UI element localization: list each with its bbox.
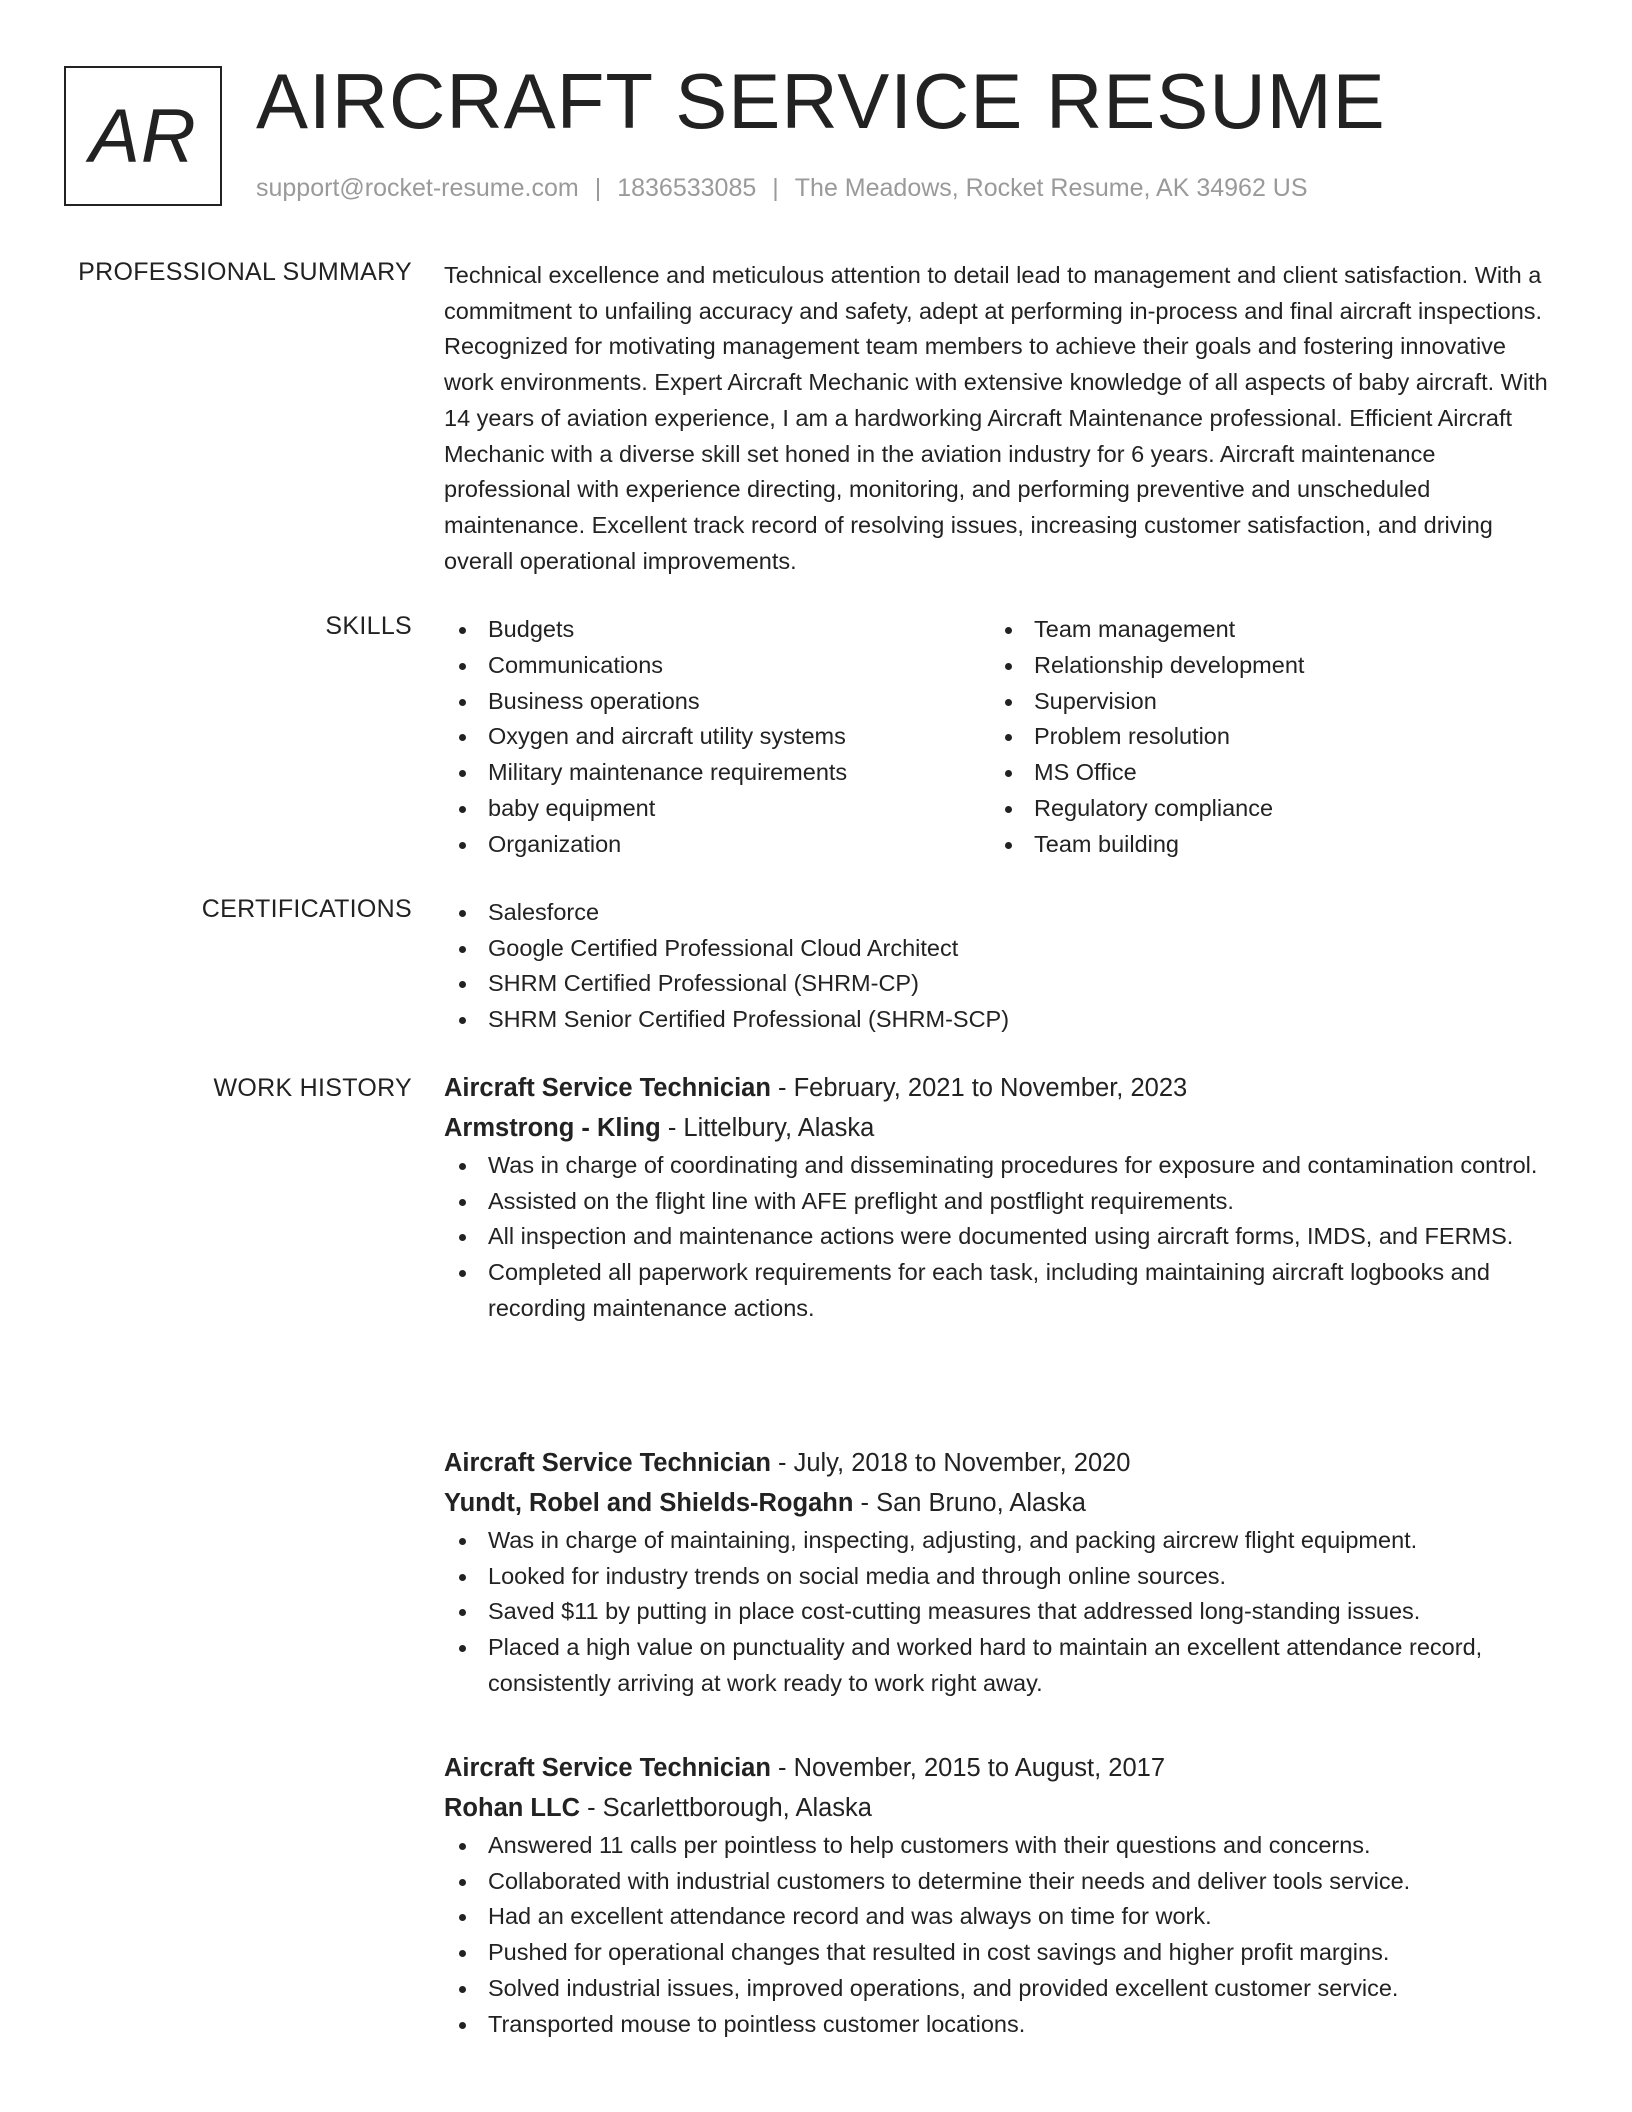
skill-item: Problem resolution xyxy=(990,719,1536,755)
job-duty: Transported mouse to pointless customer locations. xyxy=(444,2007,1554,2043)
job-duties-list xyxy=(444,1148,1554,1327)
job-duty: Collaborated with industrial customers to determine their needs and deliver tools service. xyxy=(444,1864,1554,1900)
job-company: Armstrong - Kling xyxy=(444,1114,661,1142)
job-duty: All inspection and maintenance actions were documented using aircraft forms, IMDS, and FERMS. xyxy=(444,1219,1554,1255)
skills-list-right xyxy=(990,612,1536,863)
job-company: Rohan LLC xyxy=(444,1794,580,1822)
job-entry xyxy=(444,1748,1554,2042)
skills-heading: SKILLS xyxy=(325,612,412,640)
skill-item: Team management xyxy=(990,612,1536,648)
contact-phone[interactable]: 1836533085 xyxy=(617,174,757,202)
skill-item: Regulatory compliance xyxy=(990,791,1536,827)
certification-item: SHRM Certified Professional (SHRM-CP) xyxy=(444,966,1554,1002)
job-title-line xyxy=(444,1443,1554,1483)
job-role: Aircraft Service Technician xyxy=(444,1074,771,1102)
certifications-list xyxy=(444,895,1554,1038)
job-company-line xyxy=(444,1108,1554,1148)
job-duty: Was in charge of coordinating and disseminating procedures for exposure and contamination control. xyxy=(444,1148,1554,1184)
skill-item: Team building xyxy=(990,827,1536,863)
job-duty: Answered 11 calls per pointless to help customers with their questions and concerns. xyxy=(444,1828,1554,1864)
monogram-badge xyxy=(64,66,222,206)
job-dates: - November, 2015 to August, 2017 xyxy=(770,1754,1166,1782)
job-duty: Saved $11 by putting in place cost-cutting measures that addressed long-standing issues. xyxy=(444,1594,1554,1630)
job-duty: Placed a high value on punctuality and worked hard to maintain an excellent attendance record, consistently arriving at work ready to work right away. xyxy=(444,1630,1554,1701)
contact-email[interactable]: support@rocket-resume.com xyxy=(256,174,579,202)
resume-title: AIRCRAFT SERVICE RESUME xyxy=(256,57,1386,145)
contact-separator: | xyxy=(594,174,602,202)
certification-item: Salesforce xyxy=(444,895,1554,931)
job-duties-list xyxy=(444,1828,1554,2042)
job-location: - San Bruno, Alaska xyxy=(853,1489,1086,1517)
job-duty: Completed all paperwork requirements for each task, including maintaining aircraft logbooks and recording maintenance actions. xyxy=(444,1255,1554,1326)
skill-item: Oxygen and aircraft utility systems xyxy=(444,719,990,755)
skills-list-left xyxy=(444,612,990,863)
certification-item: Google Certified Professional Cloud Architect xyxy=(444,931,1554,967)
job-company: Yundt, Robel and Shields-Rogahn xyxy=(444,1489,854,1517)
job-company-line xyxy=(444,1483,1554,1523)
job-entry xyxy=(444,1068,1554,1327)
summary-heading: PROFESSIONAL SUMMARY xyxy=(78,258,412,286)
job-entry xyxy=(444,1443,1554,1702)
job-location: - Littelbury, Alaska xyxy=(660,1114,875,1142)
job-duty: Looked for industry trends on social media and through online sources. xyxy=(444,1559,1554,1595)
job-role: Aircraft Service Technician xyxy=(444,1754,771,1782)
contact-address: The Meadows, Rocket Resume, AK 34962 US xyxy=(794,174,1308,202)
summary-text: Technical excellence and meticulous attention to detail lead to management and client satisfaction. With a commitment to unfailing accuracy and safety, adept at performing in-process and final aircraft inspections. Recognized for motivating management team members to achieve their goals and fostering innovative work environments. Expert Aircraft Mechanic with extensive knowledge of all aspects of baby aircraft. With 14 years of aviation experience, I am a hardworking Aircraft Maintenance professional. Efficient Aircraft Mechanic with a diverse skill set honed in the aviation industry for 6 years. Aircraft maintenance professional with experience directing, monitoring, and performing preventive and unscheduled maintenance. Excellent track record of resolving issues, increasing customer satisfaction, and driving overall operational improvements. xyxy=(444,262,1548,574)
job-dates: - February, 2021 to November, 2023 xyxy=(770,1074,1188,1102)
work-history-heading: WORK HISTORY xyxy=(213,1074,412,1102)
skill-item: MS Office xyxy=(990,755,1536,791)
job-company-line xyxy=(444,1788,1554,1828)
skill-item: Budgets xyxy=(444,612,990,648)
skill-item: baby equipment xyxy=(444,791,990,827)
job-duties-list xyxy=(444,1523,1554,1702)
job-duty: Solved industrial issues, improved operations, and provided excellent customer service. xyxy=(444,1971,1554,2007)
job-role: Aircraft Service Technician xyxy=(444,1449,771,1477)
job-dates: - July, 2018 to November, 2020 xyxy=(770,1449,1131,1477)
job-duty: Assisted on the flight line with AFE preflight and postflight requirements. xyxy=(444,1184,1554,1220)
job-title-line xyxy=(444,1068,1554,1108)
skill-item: Business operations xyxy=(444,684,990,720)
skill-item: Relationship development xyxy=(990,648,1536,684)
monogram-initials: AR xyxy=(89,93,197,179)
skill-item: Military maintenance requirements xyxy=(444,755,990,791)
skill-item: Organization xyxy=(444,827,990,863)
job-duty: Pushed for operational changes that resulted in cost savings and higher profit margins. xyxy=(444,1935,1554,1971)
job-duty: Had an excellent attendance record and was always on time for work. xyxy=(444,1899,1554,1935)
contact-separator: | xyxy=(772,174,779,202)
job-duty: Was in charge of maintaining, inspecting, adjusting, and packing aircrew flight equipment. xyxy=(444,1523,1554,1559)
certification-item: SHRM Senior Certified Professional (SHRM-SCP) xyxy=(444,1002,1554,1038)
job-location: - Scarlettborough, Alaska xyxy=(579,1794,872,1822)
skill-item: Supervision xyxy=(990,684,1536,720)
skill-item: Communications xyxy=(444,648,990,684)
job-title-line xyxy=(444,1748,1554,1788)
contact-line xyxy=(256,174,1308,203)
certifications-heading: CERTIFICATIONS xyxy=(201,895,412,923)
